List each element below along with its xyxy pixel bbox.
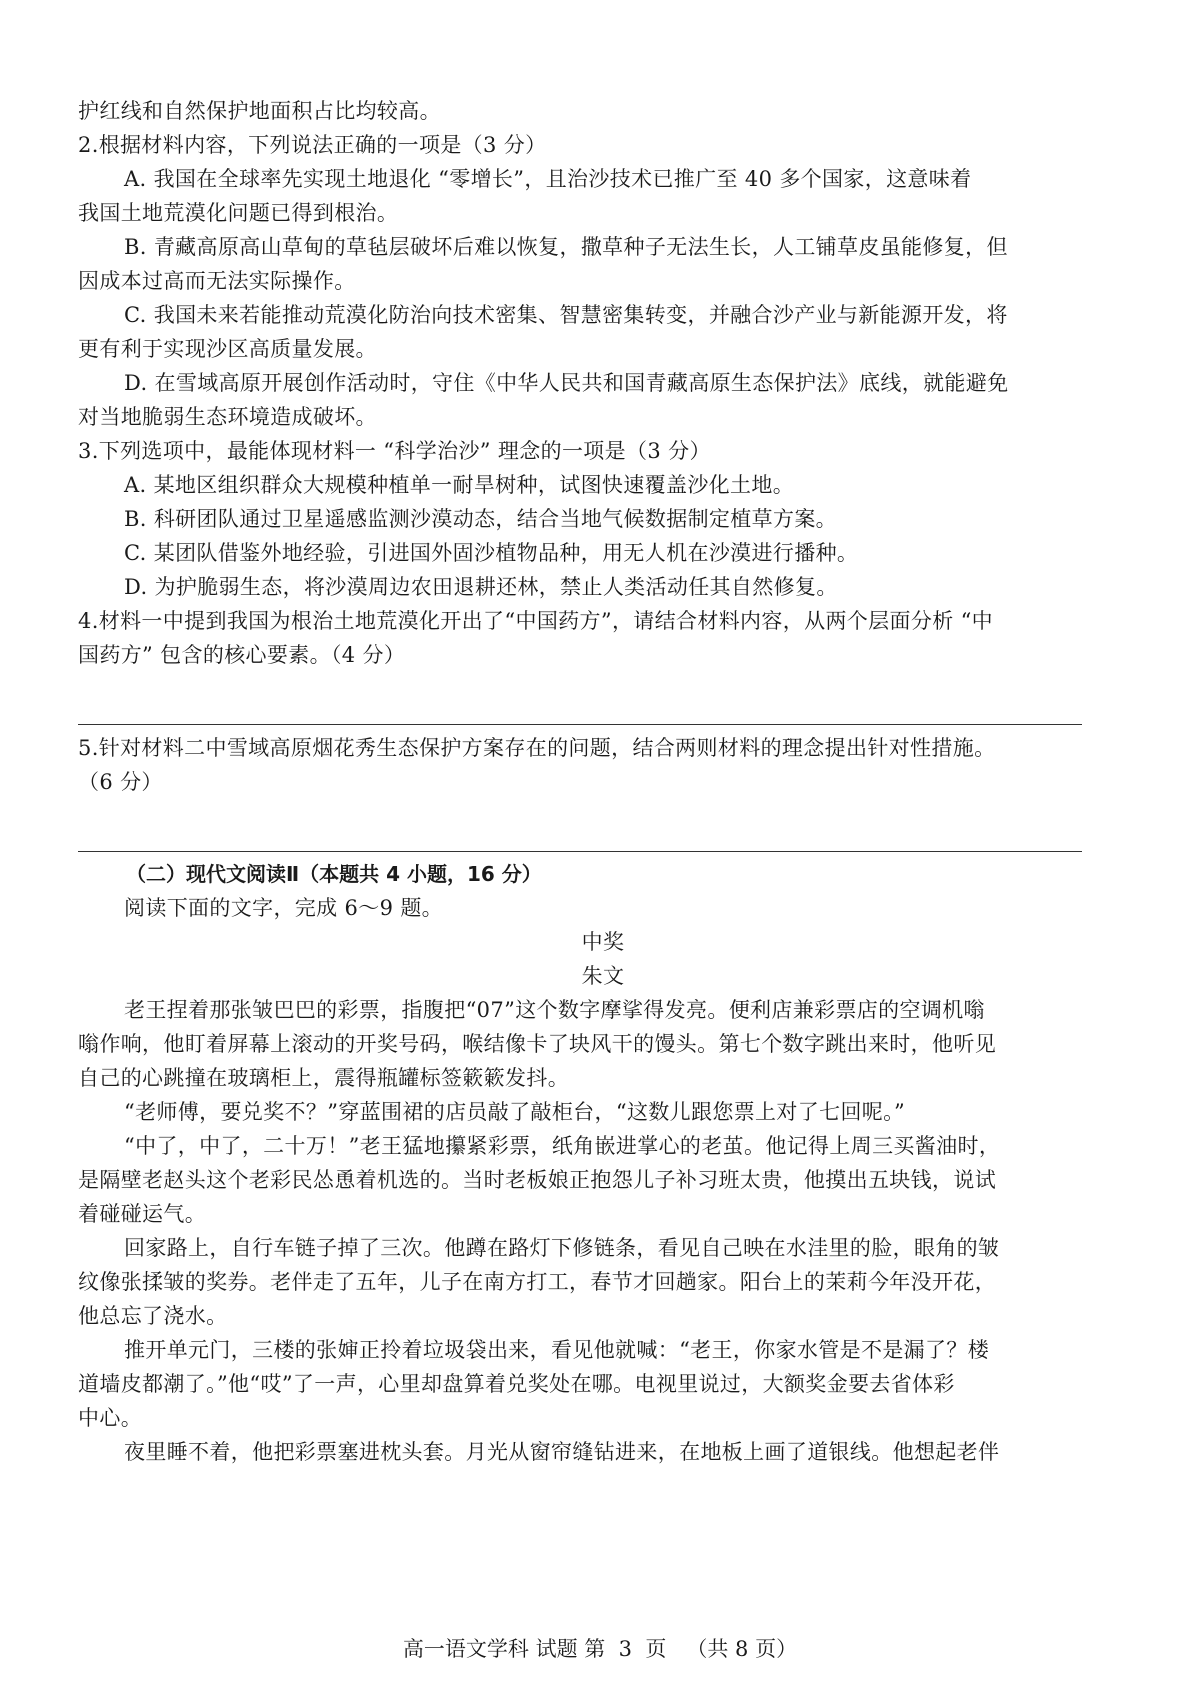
story-line: 中心。 <box>78 1406 143 1430</box>
question-2-option-b: B. 青藏高原高山草甸的草毡层破坏后难以恢复，撒草种子无法生长，人工铺草皮虽能修复，但 <box>124 235 1008 259</box>
text-line: 我国土地荒漠化问题已得到根治。 <box>78 201 399 225</box>
story-paragraph: 推开单元门，三楼的张婶正拎着垃圾袋出来，看见他就喊：“老王，你家水管是不是漏了？楼 <box>124 1338 990 1362</box>
story-line: 嗡作响，他盯着屏幕上滚动的开奖号码，喉结像卡了块风干的馒头。第七个数字跳出来时，他听见 <box>78 1032 997 1056</box>
story-line: 是隔壁老赵头这个老彩民怂恿着机选的。当时老板娘正抱怨儿子补习班太贵，他摸出五块钱，说试 <box>78 1168 997 1192</box>
story-paragraph: 回家路上，自行车链子掉了三次。他蹲在路灯下修链条，看见自己映在水洼里的脸，眼角的皱 <box>124 1236 1000 1260</box>
question-3-option-a: A. 某地区组织群众大规模种植单一耐旱树种，试图快速覆盖沙化土地。 <box>124 473 795 497</box>
question-3-option-b: B. 科研团队通过卫星遥感监测沙漠动态，结合当地气候数据制定植草方案。 <box>124 507 838 531</box>
story-paragraph: 老王捏着那张皱巴巴的彩票，指腹把“07”这个数字摩挲得发亮。便利店兼彩票店的空调机嗡 <box>124 998 985 1022</box>
text-line: （6 分） <box>78 770 163 794</box>
section-instruction: 阅读下面的文字，完成 6～9 题。 <box>124 896 444 920</box>
question-4-stem: 4.材料一中提到我国为根治土地荒漠化开出了“中国药方”，请结合材料内容，从两个层面分析 “中 <box>78 609 994 633</box>
story-line: 自己的心跳撞在玻璃柜上，震得瓶罐标签簌簌发抖。 <box>78 1066 570 1090</box>
question-2-option-a: A. 我国在全球率先实现土地退化 “零增长”，且治沙技术已推广至 40 多个国家，这意味着 <box>124 167 972 191</box>
story-line: 着碰碰运气。 <box>78 1202 207 1226</box>
story-line: 他总忘了浇水。 <box>78 1304 228 1328</box>
story-title: 中奖 <box>581 930 625 954</box>
story-line: 道墙皮都潮了。”他“哎”了一声，心里却盘算着兑奖处在哪。电视里说过，大额奖金要去省体彩 <box>78 1372 955 1396</box>
question-2-option-c: C. 我国未来若能推动荒漠化防治向技术密集、智慧密集转变，并融合沙产业与新能源开发，将 <box>124 303 1008 327</box>
question-2-stem: 2.根据材料内容，下列说法正确的一项是（3 分） <box>78 133 547 157</box>
question-2-option-d: D. 在雪域高原开展创作活动时，守住《中华人民共和国青藏高原生态保护法》底线，就能避免 <box>124 371 1009 395</box>
story-line: 纹像张揉皱的奖券。老伴走了五年，儿子在南方打工，春节才回趟家。阳台上的茉莉今年没开花， <box>78 1270 997 1294</box>
question-5-stem: 5.针对材料二中雪域高原烟花秀生态保护方案存在的问题，结合两则材料的理念提出针对性措施。 <box>78 736 996 760</box>
question-3-option-c: C. 某团队借鉴外地经验，引进国外固沙植物品种，用无人机在沙漠进行播种。 <box>124 541 859 565</box>
document-page <box>78 94 1130 1469</box>
text-line: 护红线和自然保护地面积占比均较高。 <box>78 99 441 123</box>
text-line: 因成本过高而无法实际操作。 <box>78 269 356 293</box>
section-title: （二）现代文阅读Ⅱ（本题共 4 小题，16 分） <box>126 862 542 886</box>
text-line: 更有利于实现沙区高质量发展。 <box>78 337 377 361</box>
story-paragraph: “老师傅，要兑奖不？”穿蓝围裙的店员敲了敲柜台，“这数儿跟您票上对了七回呢。” <box>124 1100 906 1124</box>
story-paragraph: 夜里睡不着，他把彩票塞进枕头套。月光从窗帘缝钻进来，在地板上画了道银线。他想起老伴 <box>124 1440 1000 1464</box>
story-author: 朱文 <box>581 964 625 988</box>
question-3-option-d: D. 为护脆弱生态，将沙漠周边农田退耕还林，禁止人类活动任其自然修复。 <box>124 575 838 599</box>
text-line: 对当地脆弱生态环境造成破坏。 <box>78 405 377 429</box>
text-line: 国药方” 包含的核心要素。（4 分） <box>78 643 406 667</box>
question-3-stem: 3.下列选项中，最能体现材料一 “科学治沙” 理念的一项是（3 分） <box>78 439 711 463</box>
story-paragraph: “中了，中了，二十万！”老王猛地攥紧彩票，纸角嵌进掌心的老茧。他记得上周三买酱油时， <box>124 1134 1001 1158</box>
page-footer: 高一语文学科 试题 第 3 页 （共 8 页） <box>402 1637 798 1661</box>
